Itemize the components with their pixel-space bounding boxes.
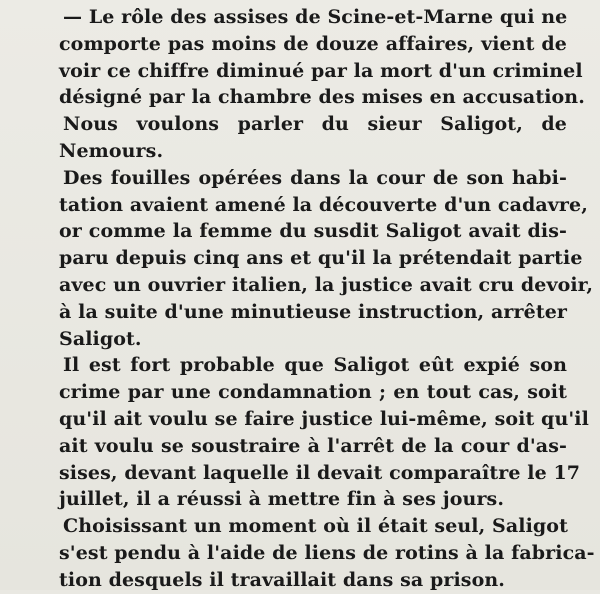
text-line: ait voulu se soustraire à l'arrêt de la cour d'as- (59, 434, 567, 457)
text-line: tion desquels il travaillait dans sa prison. (59, 568, 506, 591)
paragraph-2 (59, 111, 567, 165)
paragraph-5 (59, 513, 595, 593)
article-column (59, 4, 595, 594)
text-line: qu'il ait voulu se faire justice lui-même, soit qu'il (59, 407, 589, 430)
text-line: — Le rôle des assises de Scine-et-Marne qui ne (63, 6, 568, 28)
text-line: Il est fort probable que Saligot eût expié son (63, 354, 567, 377)
paragraph-1 (59, 4, 585, 111)
text-line: Des fouilles opérées dans la cour de son habi- (63, 166, 567, 189)
text-line: Choisissant un moment où il était seul, Saligot (63, 515, 568, 538)
text-line: s'est pendu à l'aide de liens de rotins à la fabrica- (59, 541, 595, 564)
text-line: tation avaient amené la découverte d'un cadavre, (59, 193, 588, 216)
text-line: paru depuis cinq ans et qu'il la prétendait partie (59, 247, 583, 270)
text-line: Nous voulons parler du sieur Saligot, de (63, 113, 567, 136)
text-line: avec un ouvrier italien, la justice avait cru devoir, (59, 273, 594, 296)
text-line: crime par une condamnation ; en tout cas, soit (59, 381, 567, 404)
text-line: comporte pas moins de douze affaires, vient de (59, 32, 567, 55)
text-line: Nemours. (59, 139, 164, 162)
paragraph-3 (59, 165, 594, 353)
text-line: voir ce chiffre diminué par la mort d'un criminel (59, 59, 583, 82)
text-line: juillet, il a réussi à mettre fin à ses jours. (59, 488, 505, 511)
text-line: Saligot. (59, 327, 142, 350)
text-line: à la suite d'une minutieuse instruction, arrêter (59, 300, 567, 323)
text-line: sises, devant laquelle il devait comparaître le 17 (59, 461, 581, 484)
paragraph-4 (59, 352, 589, 513)
text-line: désigné par la chambre des mises en accusation. (59, 86, 585, 109)
text-line: or comme la femme du susdit Saligot avait dis- (59, 220, 567, 243)
